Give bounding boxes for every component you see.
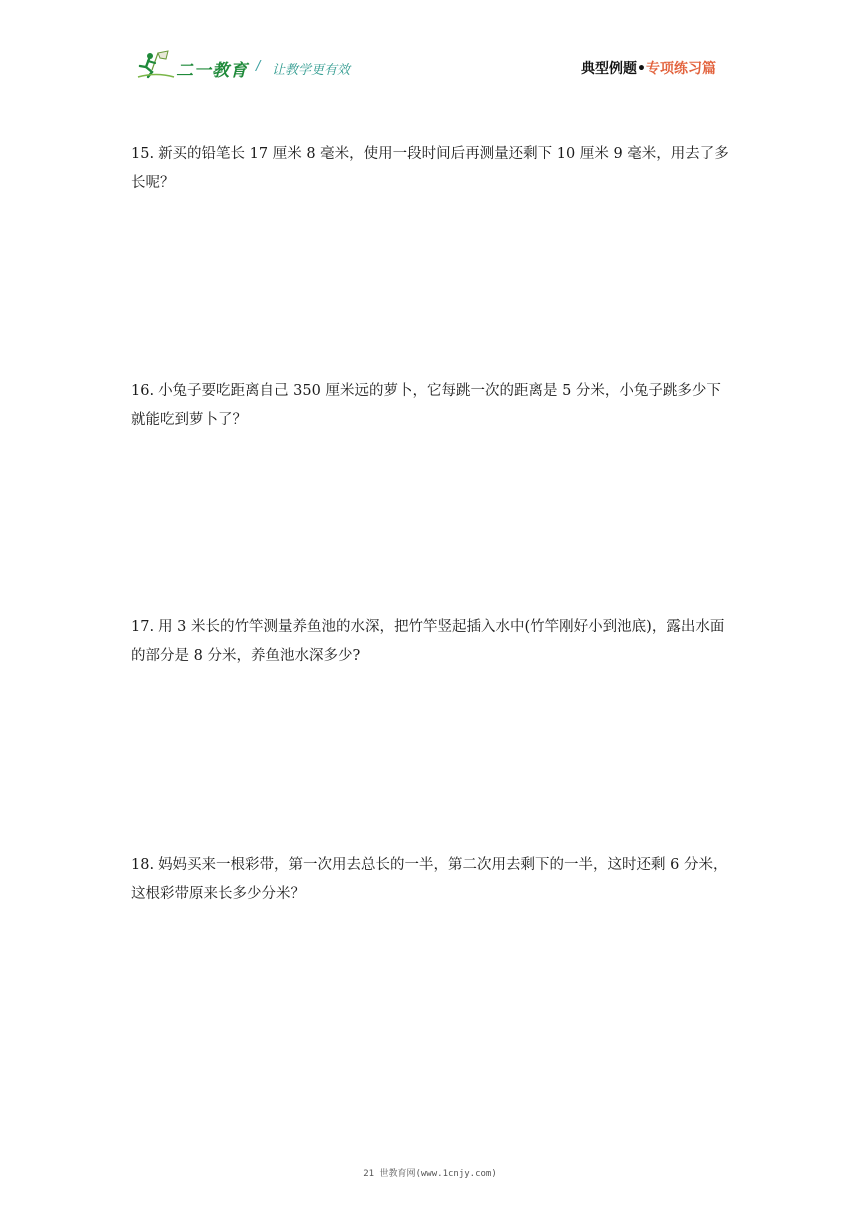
section-title-sub: 专项练习篇 <box>646 61 716 77</box>
question-15 <box>131 140 731 198</box>
question-text: 用 3 米长的竹竿测量养鱼池的水深，把竹竿竖起插入水中(竹竿刚好小到池底)，露出水面的部分是 8 分米，养鱼池水深多少? <box>131 619 725 664</box>
page-header <box>0 0 860 100</box>
question-text: 妈妈买来一根彩带，第一次用去总长的一半，第二次用去剩下的一半，这时还剩 6 分米，这根彩带原来长多少分米？ <box>131 857 728 902</box>
brand-slogan: 让教学更有效 <box>272 63 351 78</box>
question-text: 小兔子要吃距离自己 350 厘米远的萝卜，它每跳一次的距离是 5 分米，小兔子跳多少下就能吃到萝卜了？ <box>131 383 721 428</box>
question-number: 15. <box>131 146 155 162</box>
question-18 <box>131 851 731 909</box>
brand-separator: / <box>256 59 261 74</box>
question-17 <box>131 613 731 671</box>
runner-logo-icon <box>136 50 176 80</box>
question-number: 16. <box>131 383 155 399</box>
section-title <box>581 58 716 78</box>
section-title-dot: • <box>637 61 646 77</box>
question-number: 18. <box>131 857 155 873</box>
question-text: 新买的铅笔长 17 厘米 8 毫米，使用一段时间后再测量还剩下 10 厘米 9 毫米，用去了多长呢？ <box>131 146 729 191</box>
question-number: 17. <box>131 619 155 635</box>
section-title-main: 典型例题 <box>581 61 638 77</box>
page-footer: 21 世教育网(www.1cnjy.com) <box>363 1169 497 1179</box>
question-16 <box>131 377 731 435</box>
brand-name: 二一教育 <box>176 61 248 81</box>
